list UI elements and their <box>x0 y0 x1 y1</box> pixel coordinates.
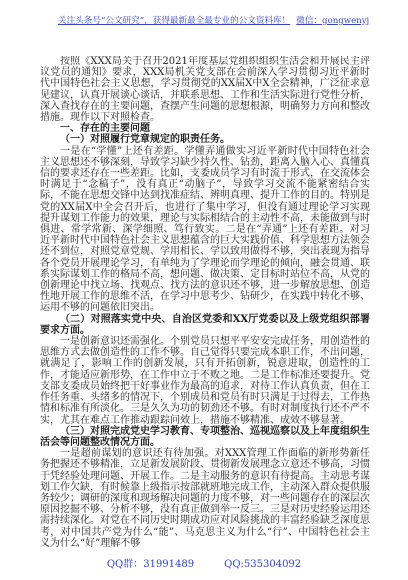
footer-qq: QQ:535304092 <box>224 559 302 570</box>
intro-paragraph: 按照《XXX局关于召开2021年度基层党组织组织生活会和开展民主评议党员的通知》要求，XXX局机关党支部在会前深入学习贯彻习近平新时代中国特色社会主义思想，学习贯彻党的XX届X中X全会精神，广泛征求意见建议，认真开展谈心谈话，并联系思想、工作和生活实际进行党性分析，深入查找存在的主要问题，查摆产生问题的思想根源，明确努力方向和整改措施。现作以下对照检查。 <box>40 56 370 124</box>
footer-qq-group: QQ群：31991489 <box>106 559 195 570</box>
promo-header-text: 关注头条号“公文研究”，获得最新最全最专业的公文资料库！ <box>58 16 291 26</box>
promo-header-link[interactable] <box>58 15 394 27</box>
wechat-id-text: 微信：gongwenyj <box>296 16 370 26</box>
subsection-body-3: 一是超前谋划的意识还有待加强。对XXX管理工作面临的新形势新任务把握还不够精准，立足新发展阶段、贯彻新发展理念立意还不够高，习惯于凭经验处理问题、开展工作。二是主动服务的意识有待提高。主动思考谋划工作欠缺，有时候靠上级指示按部就班地完成工作，主动深入群众提供服务较少；调研的深度和现场解决问题的力度不够，对一些问题存在的深层次原因挖掘不够、分析不够，没有真正做到举一反三。三是对历史经验运用还需持续深化。对党在不同历史时期成功应对风险挑战的丰富经验缺乏深度思考，对中国共产党为什么“能”、马克思主义为什么“行”、中国特色社会主义为什么“好”理解不够 <box>40 448 370 549</box>
document-body <box>40 56 370 554</box>
subsection-heading-2: （二）对照落实党中央、自治区党委和XX厅党委以及上级党组织部署要求方面。 <box>40 313 370 336</box>
section-heading-problems: 一、存在的主要问题 <box>60 123 150 135</box>
subsection-body-2: 一是创新意识还需强化。个别党员只想平平安安完成任务，用创造性的思维方式去做创造性的工作不够。自己觉得只要完成本职工作，不出问题，就满足了，影响工作的创新发展，只有开拓创新，锐意进取，创造性的工作，才能适应新形势，在工作中立于不败之地。二是工作标准还要提升。党支部支委成员始终把干好事业作为最高的追求，对待工作认真负责，但在工作任务重、头绪多的情况下，个别成员和党员有时只满足于过得去，工作热情和标准有所淡化。三是久久为功的韧劲还不够。有时对制度执行还不严不实，尤其在难点工作推动跟踪问效上，措施不够精准、成效不够显著。 <box>40 336 370 426</box>
footer-contact <box>0 558 408 572</box>
subsection-body-1: 一是在“学懂”上还有差距。学懂弄通做实习近平新时代中国特色社会主义思想还不够深刻，导致学习缺少持久性、钻劲，距离入脑入心、真懂真信的要求还存在一些差距。比如，支委成员学习有时流于形式，在交流体会时满足于“念稿子”，没有真正“动脑子”，导致学习交流不能紧密结合实际，不能在思想交锋中达到找准症结、辨明真理、提升工作的目的。特别是党的XX届X中全会召开后，也进行了集中学习，但没有通过理论学习实现提升谋划工作能力的效果，理论与实际相结合的主动性不高，未能做到与时俱进、常学常新、深学细照、笃行致实。二是在“弄通”上还有差距。对习近平新时代中国特色社会主义思想蕴含的巨大实践价值、科学思想方法领会还不到位，对照党章党规、学用相长、学以致用做得不够，突出表现为指导各个党员开展理论学习，有单纯为了学理论而学理论的倾向，融会贯通、联系实际谋划工作的格局不高，想问题、做决策、定目标时站位不高，从党的创新理论中找立场、找观点、找方法的意识还不够，进一步解放思想、创造性地开展工作的思维不活，在学习中思考少、钻研少，在实践中转化不够、运用不够的问题依旧突出。 <box>40 145 370 314</box>
subsection-heading-1: （一）对照履行党章规定的职责任务。 <box>60 134 230 146</box>
subsection-heading-3: （三）对照完成党史学习教育、专项整治、巡视巡察以及上年度组织生活会等问题整改情况方面。 <box>40 425 370 448</box>
